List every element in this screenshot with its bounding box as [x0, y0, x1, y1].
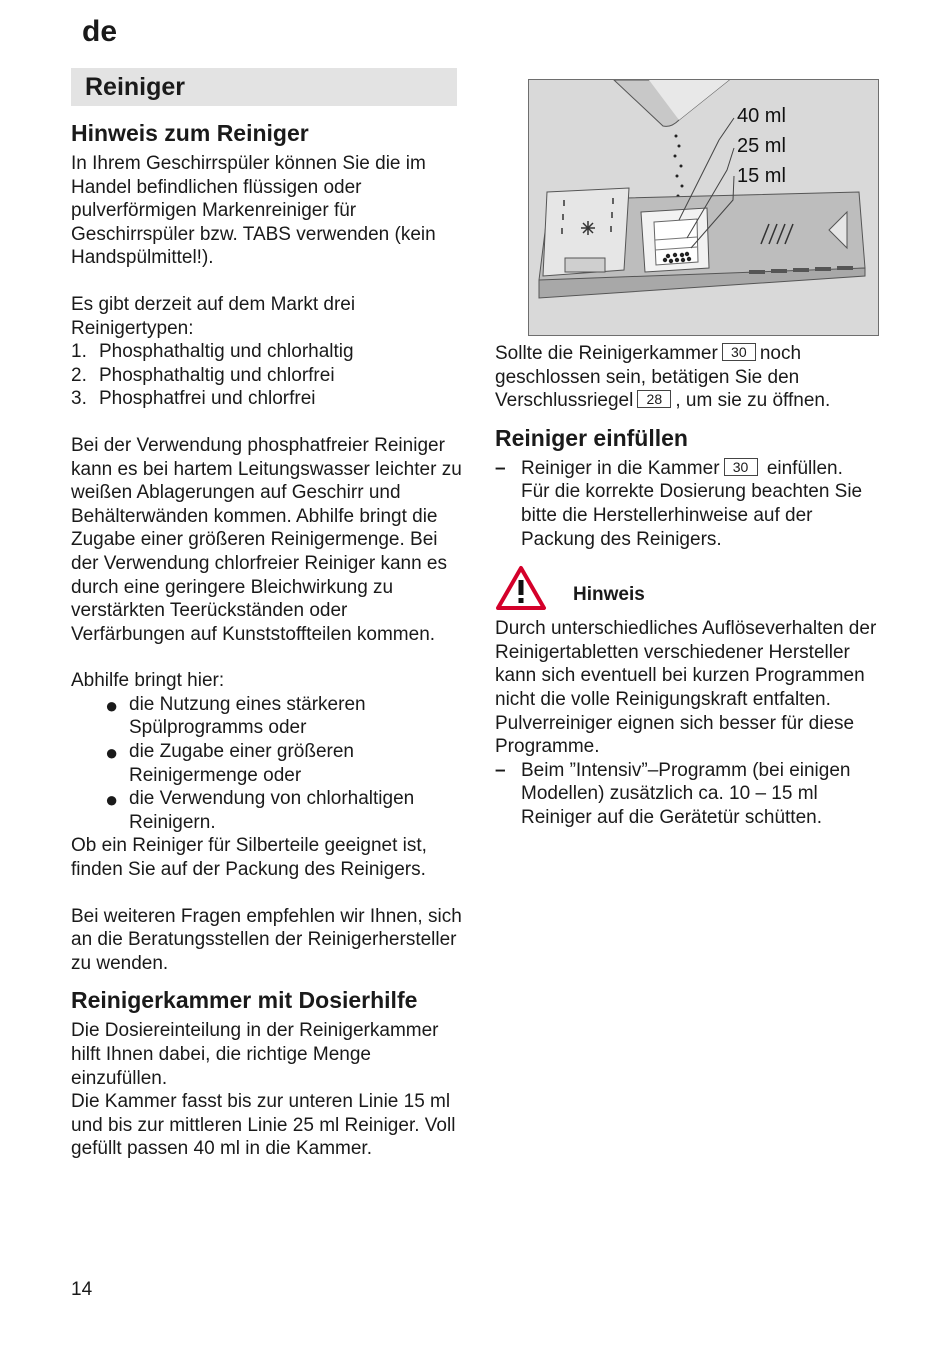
- reference-box-30: 30: [722, 343, 756, 361]
- level-label-15: 15 ml: [737, 165, 786, 187]
- warning-label: Hinweis: [573, 584, 645, 606]
- reference-box-28: 28: [637, 390, 671, 408]
- step-intensive-program: – Beim ”Intensiv”–Programm (bei einigen Modellen) zusätzlich ca. 10 – 15 ml Reiniger auf die Gerätetür schütten.: [495, 759, 851, 828]
- left-column: [71, 118, 463, 1161]
- list-item: 2. Phosphathaltig und chlorfrei: [71, 364, 335, 386]
- paragraph-phosphate-free: Bei der Verwendung phosphatfreier Reiniger kann es bei hartem Leitungswasser leichter zu weißen Ablagerungen auf Geschirr und Behälterwänden kommen. Abhilfe bringt die Zugabe einer größeren Reinigermenge. Bei der Verwendung chlorfreier Reiniger kann es durch eine geringere Bleichwirkung zu verstärkten Teerückständen oder Verfärbungen auf Kunststoffteilen kommen.: [71, 434, 462, 645]
- level-label-40: 40 ml: [737, 105, 786, 127]
- page-number: 14: [71, 1279, 93, 1300]
- list-item: ● die Zugabe einer größeren Reinigermenge oder: [105, 740, 354, 786]
- heading-reinigerkammer: Reinigerkammer mit Dosierhilfe: [71, 987, 418, 1014]
- warning-note: [495, 565, 890, 617]
- paragraph-tablet-note: Durch unterschiedliches Auflöseverhalten der Reinigertabletten verschiedener Hersteller kann sich eventuell bei kurzen Programmen nicht die volle Reinigungskraft entfalten. Pulverreiniger eignen sich besser für diese Programme.: [495, 618, 877, 758]
- paragraph-capacity: Die Kammer fasst bis zur unteren Linie 15 ml und bis zur mittleren Linie 25 ml Reiniger. Voll gefüllt passen 40 ml in die Kammer.: [71, 1091, 456, 1160]
- list-item: 1. Phosphathaltig und chlorhaltig: [71, 341, 354, 363]
- bullet-icon: ●: [105, 787, 119, 813]
- detergent-types-list: [71, 340, 463, 411]
- right-column: [495, 342, 890, 830]
- list-item: ● die Verwendung von chlorhaltigen Reinigern.: [105, 787, 415, 833]
- bullet-icon: ●: [105, 740, 119, 766]
- paragraph-silver: Ob ein Reiniger für Silberteile geeignet ist, finden Sie auf der Packung des Reinigers.: [71, 835, 427, 881]
- dash-icon: –: [495, 457, 506, 479]
- language-code: de: [82, 15, 118, 48]
- paragraph-questions: Bei weiteren Fragen empfehlen wir Ihnen, sich an die Beratungsstellen der Reinigerhersteller zu wenden.: [71, 905, 462, 974]
- heading-hinweis-reiniger: Hinweis zum Reiniger: [71, 120, 309, 146]
- paragraph-dosing: Die Dosiereinteilung in der Reinigerkammer hilft Ihnen dabei, die richtige Menge einzufüllen.: [71, 1020, 439, 1089]
- reference-box-30: 30: [724, 458, 758, 476]
- bullet-icon: ●: [105, 692, 119, 718]
- heading-reiniger-einfuellen: Reiniger einfüllen: [495, 424, 688, 451]
- paragraph-remedy-intro: Abhilfe bringt hier:: [71, 670, 225, 692]
- section-title: Reiniger: [85, 73, 186, 101]
- detergent-chamber-illustration: [528, 79, 879, 336]
- paragraph-intro: In Ihrem Geschirrspüler können Sie die im Handel befindlichen flüssigen oder pulverförmigen Markenreiniger für Geschirrspüler bzw. TABS verwenden (kein Handspülmittel!).: [71, 153, 436, 269]
- remedy-list: [71, 693, 463, 835]
- dispenser-drawing: [529, 80, 878, 335]
- level-label-25: 25 ml: [737, 135, 786, 157]
- warning-triangle-icon: [495, 565, 547, 611]
- list-item: ● die Nutzung eines stärkeren Spülprogramms oder: [105, 692, 366, 739]
- section-header-bar: [71, 68, 457, 106]
- paragraph-open-chamber: Sollte die Reinigerkammer 30 noch geschlossen sein, betätigen Sie den Verschlussriegel 28 , um sie zu öffnen.: [495, 343, 831, 412]
- list-item: 3. Phosphatfrei und chlorfrei: [71, 388, 316, 410]
- dash-icon: –: [495, 759, 506, 781]
- paragraph-types-intro: Es gibt derzeit auf dem Markt drei Reinigertypen:: [71, 293, 356, 339]
- step-fill-detergent: – Reiniger in die Kammer 30 einfüllen. Für die korrekte Dosierung beachten Sie bitte die Herstellerhinweise auf der Packung des Reinigers.: [495, 457, 863, 550]
